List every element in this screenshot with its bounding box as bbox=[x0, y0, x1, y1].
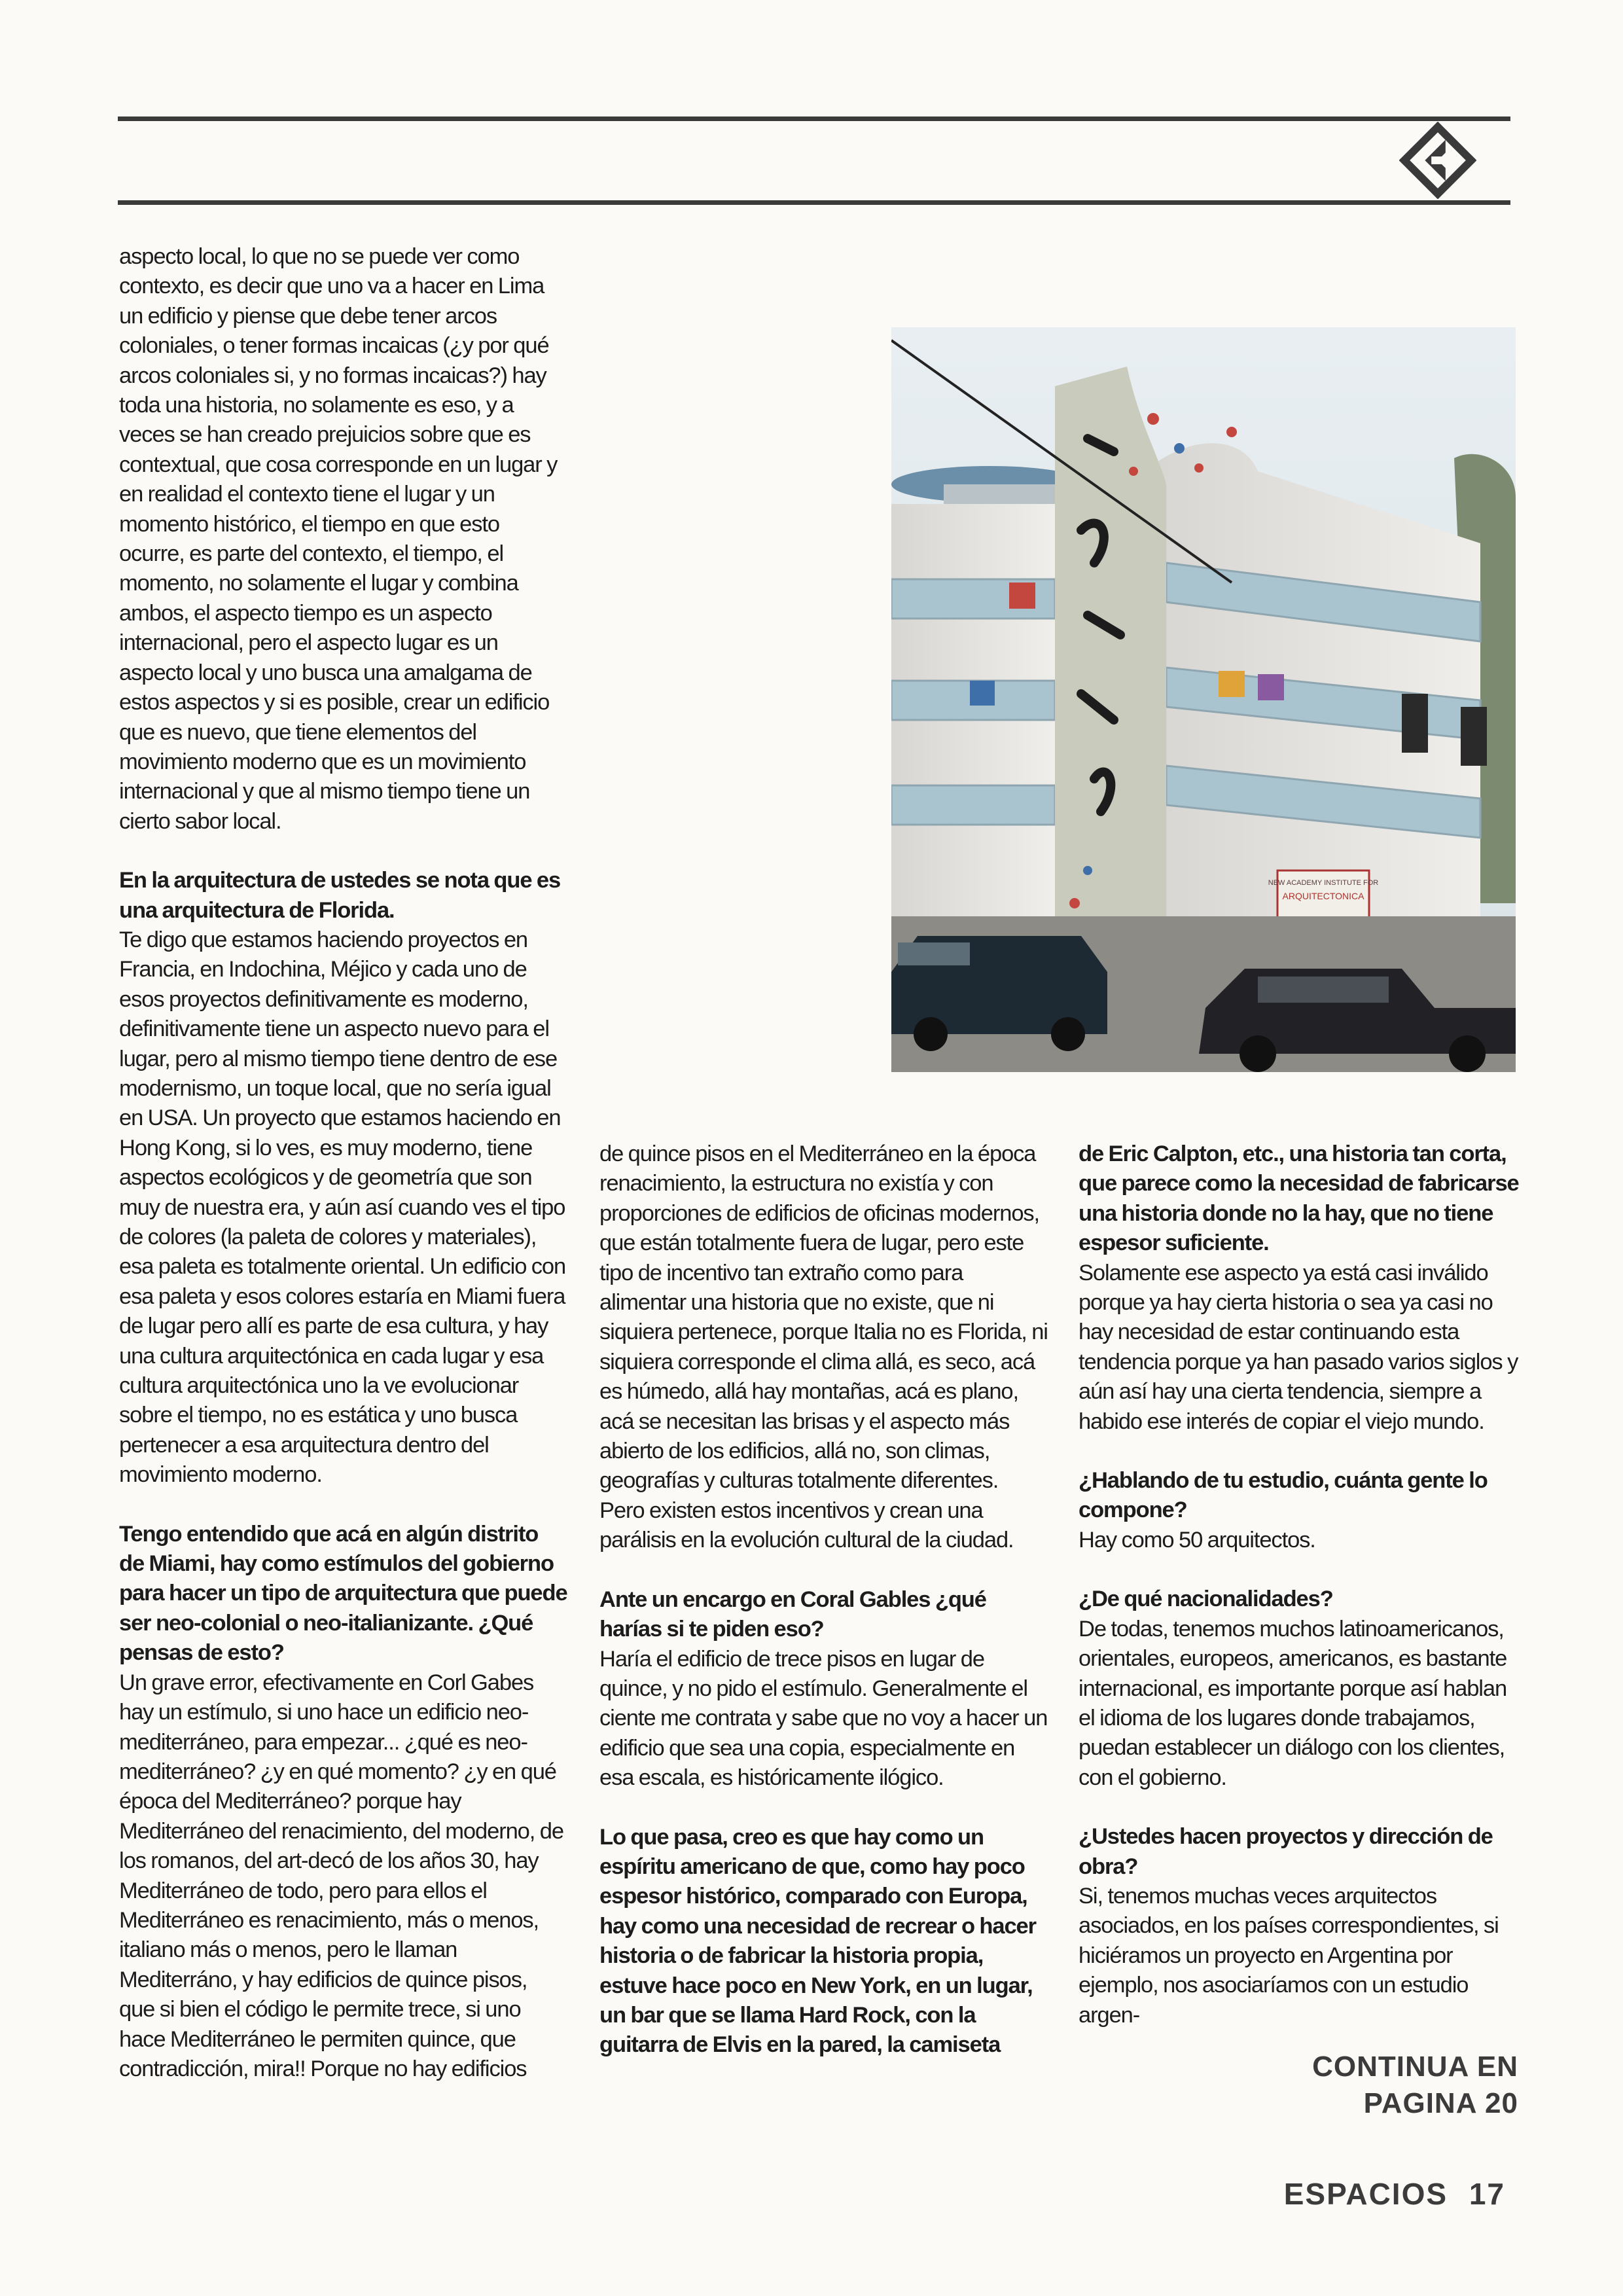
page-folio bbox=[1243, 2176, 1505, 2212]
bold-paragraph: Lo que pasa, creo es que hay como un espíritu americano de que, como hay poco espesor histórico, comparado con Europa, hay como una necesidad de recrear o hacer historia o de fabricar la historia propia, estuve hace poco en New York, en un lugar, un bar que se llama Hard Rock, con la guitarra de Elvis en la pared, la camiseta bbox=[599, 1824, 1036, 2058]
interview-answer: Solamente ese aspecto ya está casi inválido porque ya hay cierta historia o sea ya casi no hay necesidad de estar continuando esta tendencia porque ya han pasado varios siglos y aún así hay una cierta tendencia, siempre a habido ese interés de copiar el viejo mundo. bbox=[1079, 1260, 1518, 1434]
interview-question: ¿Ustedes hacen proyectos y dirección de obra? bbox=[1079, 1824, 1493, 1879]
magazine-name: ESPACIOS bbox=[1283, 2177, 1448, 2211]
interview-answer: Un grave error, efectivamente en Corl Gabes hay un estímulo, si uno hace un edificio neo-mediterráneo, para empezar... ¿qué es neo-mediterráneo? ¿y en qué momento? ¿y en qué época del Mediterráneo? porque hay Mediterráneo del renacimiento, del moderno, de los romanos, del art-decó de los años 30, hay Mediterráneo de todo, pero para ellos el Mediterráneo es renacimiento, más o menos, italiano más o menos, pero le llaman Mediterráno, y hay edificios de quince pisos, que si bien el código le permite trece, si uno hace Mediterráneo le permiten quince, que contradicción, mira!! Porque no hay edificios bbox=[119, 1670, 563, 2081]
sign-text-line1: NEW ACADEMY INSTITUTE FOR bbox=[1268, 879, 1379, 887]
paragraph: de quince pisos en el Mediterráneo en la época renacimiento, la estructura no existía y con proporciones de edificios de oficinas modernos, que están totalmente fuera de lugar, pero este tipo de incentivo tan extraño como para alimentar una historia que no existe, que ni siquiera pertenece, porque Italia no es Florida, ni siquiera corresponde el clima allá, es seco, acá es húmedo, allá hay montañas, acá es plano, acá se necesitan las brisas y el aspecto más abierto de los edificios, allá no, son climas, geografías y culturas totalmente diferentes. Pero existen estos incentivos y crean una parálisis en la evolución cultural de la ciudad. bbox=[599, 1141, 1048, 1553]
article-column-2 bbox=[599, 1139, 1048, 2060]
continued-line-1: CONTINUA EN bbox=[1312, 2051, 1518, 2083]
interview-question: Tengo entendido que acá en algún distrito de Miami, hay como estímulos del gobierno para hacer un tipo de arquitectura que puede ser neo-colonial o neo-italianizante. ¿Qué pensas de esto? bbox=[119, 1521, 567, 1666]
interview-question: ¿De qué nacionalidades? bbox=[1079, 1587, 1333, 1612]
interview-answer: Haría el edificio de trece pisos en lugar de quince, y no pido el estímulo. Generalmente el ciente me contrata y sabe que no voy a hacer un edificio que sea una copia, especialmente en esa escala, es históricamente ilógico. bbox=[599, 1646, 1048, 1791]
page-number: 17 bbox=[1469, 2177, 1505, 2211]
continued-on-page-note bbox=[1243, 2049, 1518, 2122]
header-rule-bottom bbox=[118, 200, 1510, 205]
interview-answer: De todas, tenemos muchos latinoamericanos, orientales, europeos, americanos, es bastante internacional, es importante porque así hablan el idioma de los lugares donde trabajamos, puedan establecer un diálogo con los clientes, con el gobierno. bbox=[1079, 1616, 1507, 1790]
sign-text-line2: ARQUITECTONICA bbox=[1282, 891, 1364, 901]
espacios-logo-icon bbox=[1399, 122, 1476, 199]
continued-line-2: PAGINA 20 bbox=[1363, 2087, 1518, 2119]
interview-answer: Hay como 50 arquitectos. bbox=[1079, 1527, 1315, 1552]
bold-paragraph: de Eric Calpton, etc., una historia tan corta, que parece como la necesidad de fabricarse una historia donde no la hay, que no tiene espesor suficiente. bbox=[1079, 1141, 1519, 1256]
interview-question: ¿Hablando de tu estudio, cuánta gente lo compone? bbox=[1079, 1468, 1488, 1523]
interview-answer: Te digo que estamos haciendo proyectos en Francia, en Indochina, Méjico y cada uno de esos proyectos definitivamente es moderno, definitivamente tiene un aspecto nuevo para el lugar, pero al mismo tiempo tiene dentro de ese modernismo, un toque local, que no sería igual en USA. Un proyecto que estamos haciendo en Hong Kong, si lo ves, es muy moderno, tiene aspectos ecológicos y de geometría que son muy de nuestra era, y aún así cuando ves el tipo de colores (la paleta de colores y materiales), esa paleta es totalmente oriental. Un edificio con esa paleta y esos colores estaría en Miami fuera de lugar pero allí es parte de esa cultura, y hay una cultura arquitectónica en cada lugar y esa cultura arquitectónica uno la ve evolucionar sobre el tiempo, no es estática y uno busca pertenecer a esa arquitectura dentro del movimiento moderno. bbox=[119, 927, 566, 1488]
interview-question: Ante un encargo en Coral Gables ¿qué harías si te piden eso? bbox=[599, 1587, 986, 1642]
building-photo bbox=[891, 327, 1516, 1072]
paragraph: aspecto local, lo que no se puede ver como contexto, es decir que uno va a hacer en Lima un edificio y piense que debe tener arcos coloniales, o tener formas incaicas (¿y por qué arcos coloniales si, y no formas incaicas?) hay toda una historia, no solamente es eso, y a veces se han creado prejuicios sobre que es contextual, que cosa corresponde en un lugar y en realidad el contexto tiene el lugar y un momento histórico, el tiempo en que esto ocurre, es parte del contexto, el tiempo, el momento, no solamente el lugar y combina ambos, el aspecto tiempo es un aspecto internacional, pero el aspecto lugar es un aspecto local y uno busca una amalgama de estos aspectos y si es posible, crear un edificio que es nuevo, que tiene elementos del movimiento moderno que es un movimiento internacional y que al mismo tiempo tiene un cierto sabor local. bbox=[119, 244, 558, 834]
article-column-3 bbox=[1079, 1139, 1527, 2030]
header-rule-top bbox=[118, 117, 1510, 121]
interview-answer: Si, tenemos muchas veces arquitectos asociados, en los países correspondientes, si hiciéramos un proyecto en Argentina por ejemplo, nos asociaríamos con un estudio argen- bbox=[1079, 1883, 1499, 2028]
interview-question: En la arquitectura de ustedes se nota que es una arquitectura de Florida. bbox=[119, 868, 561, 923]
article-column-1 bbox=[119, 242, 567, 2113]
